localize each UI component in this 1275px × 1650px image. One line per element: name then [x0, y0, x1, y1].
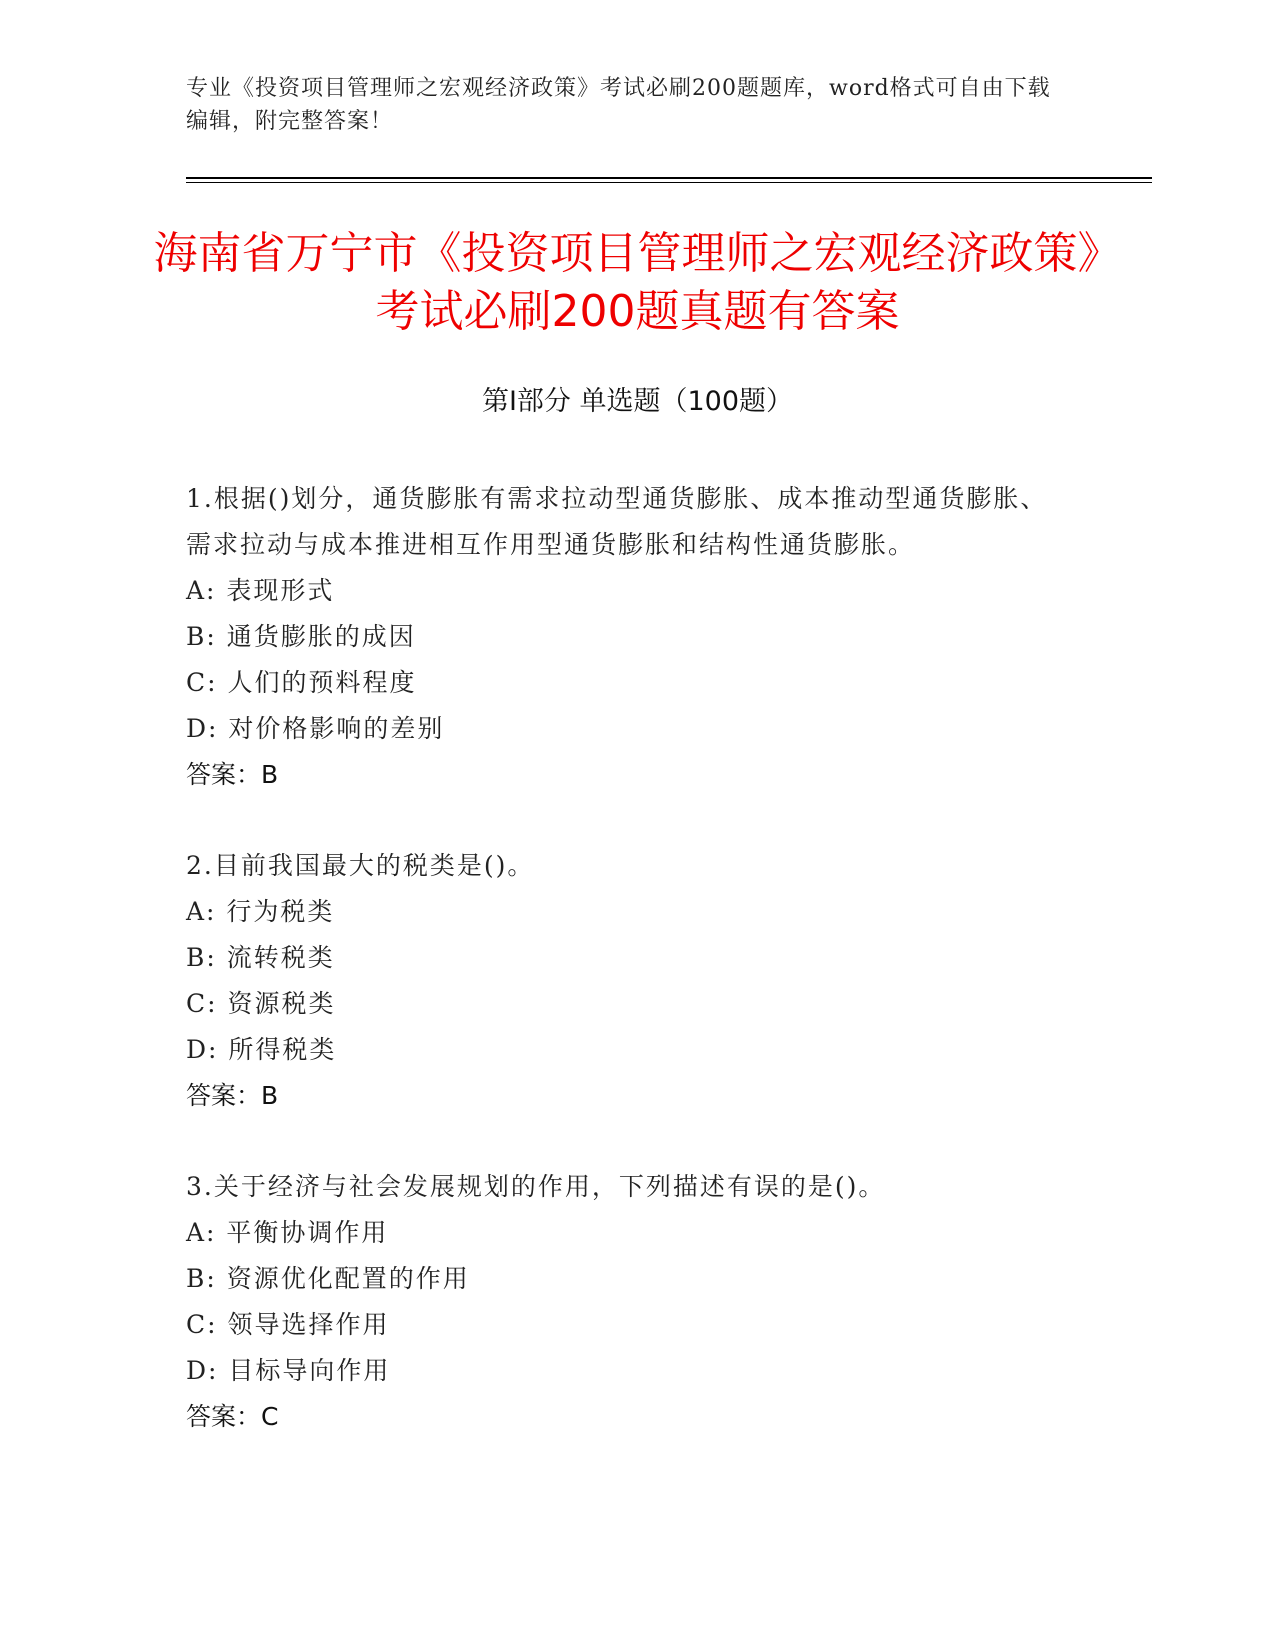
- answer: 答案：B: [186, 1081, 279, 1110]
- question-stem: 2.目前我国最大的税类是()。: [186, 851, 535, 880]
- option-d: D: 对价格影响的差别: [186, 714, 445, 743]
- option-b: B: 流转税类: [186, 943, 335, 972]
- question-stem: 3.关于经济与社会发展规划的作用，下列描述有误的是()。: [186, 1172, 886, 1201]
- option-d: D: 所得税类: [186, 1035, 337, 1064]
- question-2: [186, 843, 1066, 1119]
- option-c: C: 资源税类: [186, 989, 336, 1018]
- option-b: B: 资源优化配置的作用: [186, 1264, 470, 1293]
- document-title: 海南省万宁市《投资项目管理师之宏观经济政策》考试必刷200题真题有答案: [153, 228, 1122, 337]
- option-c: C: 领导选择作用: [186, 1310, 390, 1339]
- option-c: C: 人们的预料程度: [186, 668, 417, 697]
- option-a: A: 行为税类: [186, 897, 335, 926]
- header-rule-thick: [186, 177, 1152, 179]
- option-a: A: 平衡协调作用: [186, 1218, 389, 1247]
- section-title: 第Ⅰ部分 单选题（100题）: [481, 386, 794, 417]
- header-rule-thin: [186, 182, 1152, 183]
- question-stem: 1.根据()划分，通货膨胀有需求拉动型通货膨胀、成本推动型通货膨胀、需求拉动与成本推进相互作用型通货膨胀和结构性通货膨胀。: [186, 484, 1048, 559]
- answer: 答案：B: [186, 760, 279, 789]
- answer: 答案：C: [186, 1402, 279, 1431]
- option-d: D: 目标导向作用: [186, 1356, 391, 1385]
- option-a: A: 表现形式: [186, 576, 335, 605]
- header-note: 专业《投资项目管理师之宏观经济政策》考试必刷200题题库，word格式可自由下载编辑，附完整答案！: [186, 76, 1051, 134]
- option-b: B: 通货膨胀的成因: [186, 622, 416, 651]
- question-1: [186, 476, 1066, 798]
- question-list: [186, 476, 1066, 1485]
- question-3: [186, 1164, 1066, 1440]
